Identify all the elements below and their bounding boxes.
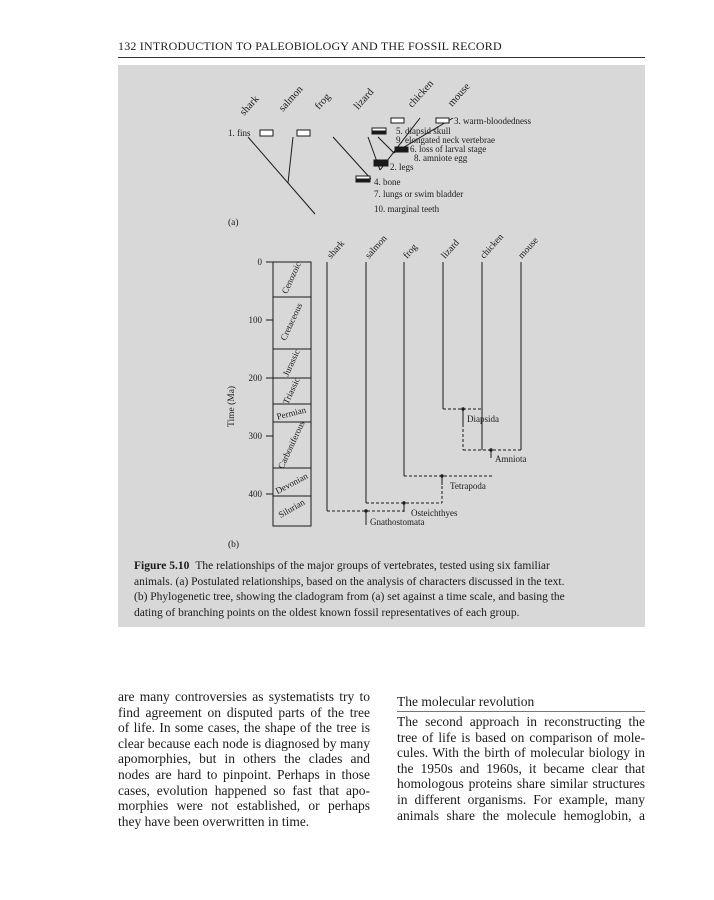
char-amniote-egg: 8. amniote egg xyxy=(414,153,468,163)
body-left-column xyxy=(118,689,370,829)
period-permian: Permian xyxy=(275,404,308,422)
taxon-a-salmon: salmon xyxy=(277,84,306,115)
period-triassic: Triassic xyxy=(280,375,302,406)
char-diapsid-skull: 5. diapsid skull xyxy=(396,126,451,136)
geologic-periods xyxy=(274,260,310,520)
panel-a-label: (a) xyxy=(228,218,239,228)
char-larval-stage: 6. loss of larval stage xyxy=(410,144,487,154)
period-silurian: Silurian xyxy=(276,496,307,520)
phylo-tree-b xyxy=(327,262,521,525)
clade-tetrapoda: Tetrapoda xyxy=(450,481,486,491)
taxa-b xyxy=(326,232,541,261)
char-warm-bloodedness: 3. warm-bloodedness xyxy=(454,116,531,126)
taxon-b-frog: frog xyxy=(401,242,420,262)
taxon-b-shark: shark xyxy=(325,239,347,262)
taxon-b-mouse: mouse xyxy=(516,235,541,262)
caption-line-3: (b) Phylogenetic tree, showing the cladogram from (a) set against a time scale, and basing the xyxy=(134,591,565,603)
clade-osteichthyes: Osteichthyes xyxy=(411,508,458,518)
caption-text-1: The relationships of the major groups of vertebrates, tested using six familiar xyxy=(195,560,550,572)
taxon-a-lizard: lizard xyxy=(352,86,377,113)
left-line: of life. In some cases, the shape of the tree is xyxy=(118,720,370,736)
period-cretaceous: Cretaceous xyxy=(278,301,305,342)
left-line: are many controversies as systematists try to xyxy=(118,689,370,704)
figure-caption xyxy=(134,559,634,621)
right-line: The second approach in reconstructing the xyxy=(397,714,645,729)
header-rule xyxy=(118,57,645,58)
left-line: morphies were not established, or perhaps xyxy=(118,798,370,814)
left-line: find agreement on disputed parts of the tree xyxy=(118,704,370,720)
taxon-a-mouse: mouse xyxy=(446,81,473,110)
section-heading-rule xyxy=(397,711,645,712)
char-legs: 2. legs xyxy=(390,162,414,172)
left-line: apomorphies, but in others the clades and xyxy=(118,751,370,767)
taxon-b-salmon: salmon xyxy=(363,233,390,262)
period-devonian: Devonian xyxy=(273,470,310,496)
taxa-a xyxy=(238,78,473,118)
tick-100: 100 xyxy=(248,315,262,325)
right-line: tree of life is based on comparison of mole- xyxy=(397,729,645,745)
tick-200: 200 xyxy=(248,373,262,383)
tick-300: 300 xyxy=(248,431,262,441)
taxon-b-lizard: lizard xyxy=(439,238,462,262)
right-line: in different organisms. For example, many xyxy=(397,791,645,807)
char-marginal-teeth: 10. marginal teeth xyxy=(374,204,440,214)
left-line: clear because each node is diagnosed by many xyxy=(118,735,370,751)
char-elongated-neck: 9. elongated neck vertebrae xyxy=(396,135,495,145)
panel-b-label: (b) xyxy=(228,540,240,550)
caption-label: Figure 5.10 xyxy=(134,560,190,572)
taxon-a-shark: shark xyxy=(238,93,262,119)
tick-400: 400 xyxy=(248,489,262,499)
taxon-a-frog: frog xyxy=(313,91,333,113)
clade-gnathostomata: Gnathostomata xyxy=(370,517,425,527)
caption-line-1 xyxy=(134,559,634,575)
period-jurassic: Jurassic xyxy=(280,347,302,378)
taxon-b-chicken: chicken xyxy=(478,232,507,262)
left-line: cases, evolution happened so fast that apo- xyxy=(118,782,370,798)
tick-0: 0 xyxy=(257,257,262,267)
clade-amniota: Amniota xyxy=(495,454,527,464)
left-line: nodes are hard to pinpoint. Perhaps in those xyxy=(118,766,370,782)
char-bone: 4. bone xyxy=(374,177,401,187)
running-head: 132 INTRODUCTION TO PALEOBIOLOGY AND THE FOSSIL RECORD xyxy=(118,39,502,53)
body-right-column xyxy=(397,714,645,823)
caption-line-2: animals. (a) Postulated relationships, based on the analysis of characters discussed in the text. xyxy=(134,575,565,588)
time-axis-label: Time (Ma) xyxy=(227,385,237,427)
right-line: homologous proteins share similar structures xyxy=(397,776,645,792)
taxon-a-chicken: chicken xyxy=(406,78,437,111)
period-carboniferous: Carboniferous xyxy=(275,419,307,471)
left-line: they have been overwritten in time. xyxy=(118,813,310,829)
figure-drawing xyxy=(118,65,645,627)
period-cenozoic: Cenozoic xyxy=(279,260,303,296)
clade-diapsida: Diapsida xyxy=(467,414,499,424)
right-line: the 1950s and 1960s, it became clear that xyxy=(397,760,645,776)
figure-5-10 xyxy=(118,65,645,627)
time-ticks xyxy=(249,257,263,499)
char-fins: 1. fins xyxy=(228,128,251,138)
right-line: animals share the molecule hemoglobin, a xyxy=(397,807,645,823)
clade-labels xyxy=(370,414,527,527)
right-line: cules. With the birth of molecular biology in xyxy=(397,745,645,761)
caption-line-4: dating of branching points on the oldest known fossil representatives of each group. xyxy=(134,606,520,619)
section-heading: The molecular revolution xyxy=(397,694,535,709)
char-lungs: 7. lungs or swim bladder xyxy=(374,189,464,199)
